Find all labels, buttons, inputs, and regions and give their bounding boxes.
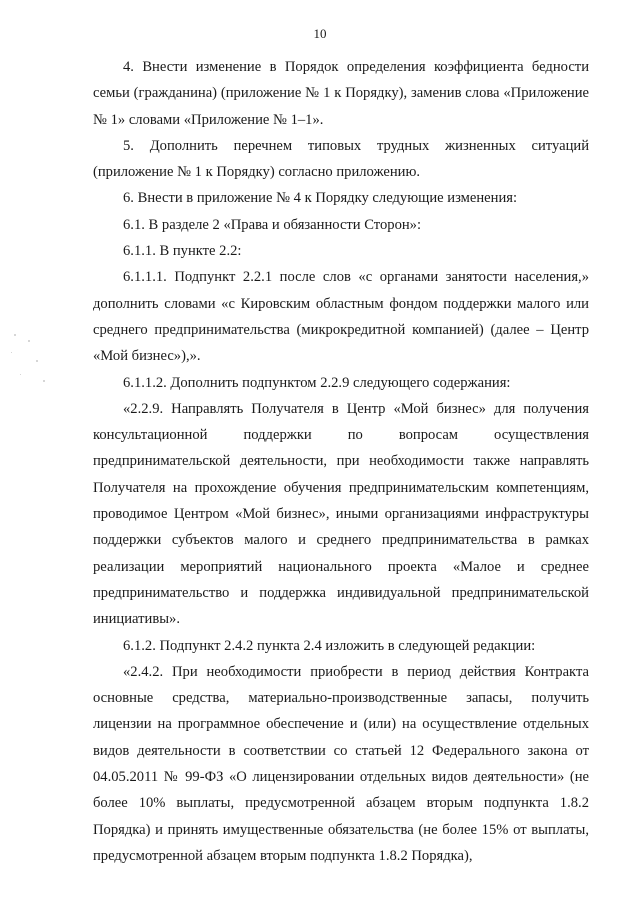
paragraph-subsection-6-1-2: 6.1.2. Подпункт 2.4.2 пункта 2.4 изложить в следующей редакции: <box>123 637 536 654</box>
paragraph-subsection-6-1-1: 6.1.1. В пункте 2.2: <box>123 243 242 260</box>
paragraph-clause-2-2-9: «2.2.9. Направлять Получателя в Центр «Мой бизнес» для получения консультационной поддержки по вопросам осуществления предпринимательской деятельности, при необходимости также направлять Получателя на прохождение обучения предпринимательским компетенциям, проводимое Центром «Мой бизнес», иными организациями инфраструктуры поддержки субъектов малого и среднего предпринимательства в рамках реализации мероприятий национального проекта «Малое и среднее предпринимательство и поддержка индивидуальной предпринимательской инициативы». <box>93 400 589 628</box>
paragraph-section-6-1: 6.1. В разделе 2 «Права и обязанности Сторон»: <box>123 216 422 233</box>
paragraph-subsection-6-1-1-2: 6.1.1.2. Дополнить подпунктом 2.2.9 следующего содержания: <box>123 374 511 391</box>
document-body <box>93 54 589 869</box>
paragraph-clause-2-4-2: «2.4.2. При необходимости приобрести в период действия Контракта основные средства, материально-производственные запасы, получить лицензии на программное обеспечение и (или) на осуществление отдельных видов деятельности в соответствии со статьей 12 Федерального закона от 04.05.2011 № 99-ФЗ «О лицензировании отдельных видов деятельности» (не более 10% выплаты, предусмотренной абзацем вторым подпункта 1.8.2 Порядка) и принять имущественные обязательства (не более 15% от выплаты, предусмотренной абзацем вторым подпункта 1.8.2 Порядка), <box>93 663 589 864</box>
paragraph-subsection-6-1-1-1: 6.1.1.1. Подпункт 2.2.1 после слов «с органами занятости населения,» дополнить словами «с Кировским областным фондом поддержки малого или среднего предпринимательства (микрокредитной компанией) (далее – Центр «Мой бизнес»),». <box>93 269 589 365</box>
scan-artifact <box>8 330 58 390</box>
page-number: 10 <box>313 26 327 41</box>
paragraph-item-6: 6. Внести в приложение № 4 к Порядку следующие изменения: <box>123 190 518 207</box>
paragraph-item-5: 5. Дополнить перечнем типовых трудных жизненных ситуаций (приложение № 1 к Порядку) согласно приложению. <box>93 137 589 181</box>
paragraph-item-4: 4. Внести изменение в Порядок определения коэффициента бедности семьи (гражданина) (приложение № 1 к Порядку), заменив слова «Приложение № 1» словами «Приложение № 1–1». <box>93 59 589 128</box>
